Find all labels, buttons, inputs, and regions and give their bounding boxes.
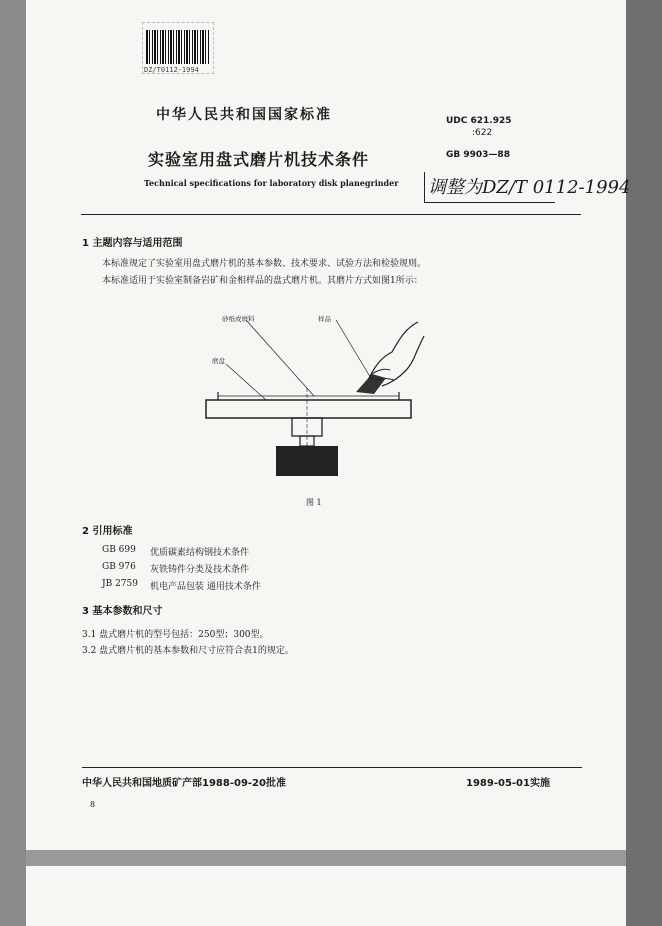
gb-number: GB 9903—88	[446, 150, 510, 160]
reference-title: 灰铁铸件分类及技术条件	[150, 565, 250, 575]
leader-abrasive	[246, 320, 314, 396]
revision-stamp-text: 调整为DZ/T 0112-1994	[428, 177, 631, 198]
leader-disk	[226, 364, 266, 400]
figure-label-abrasive: 砂纸或磨料	[222, 315, 255, 323]
reference-title: 优质碳素结构钢技术条件	[150, 548, 250, 558]
viewer-right-margin	[626, 0, 662, 926]
grinding-disk	[206, 400, 411, 418]
figure-1-diagram	[196, 308, 426, 488]
section-3-item-2: 3.2 盘式磨片机的基本参数和尺寸应符合表1的规定。	[82, 646, 294, 656]
viewer-left-margin	[0, 0, 26, 926]
barcode-image	[146, 30, 210, 64]
page-gap	[26, 850, 626, 866]
document-title: 实验室用盘式磨片机技术条件	[148, 150, 370, 169]
effective-date: 1989-05-01实施	[466, 778, 550, 789]
leader-sample	[336, 320, 372, 380]
sample	[356, 374, 386, 394]
hand-outline	[368, 322, 418, 380]
footer-divider	[82, 767, 582, 768]
figure-label-disk: 磨盘	[212, 357, 225, 365]
next-page	[26, 866, 626, 926]
motor-base	[276, 446, 338, 476]
section-1-heading: 1 主题内容与适用范围	[82, 238, 183, 249]
header-divider	[81, 214, 581, 215]
reference-code: GB 699	[102, 545, 136, 555]
document-title-english: Technical specifications for laboratory disk planegrinder	[144, 178, 399, 188]
reference-code: JB 2759	[102, 579, 138, 589]
section-2-heading: 2 引用标准	[82, 526, 133, 537]
document-code: DZ/T0112-1994	[144, 66, 199, 74]
section-3-item-1: 3.1 盘式磨片机的型号包括：250型；300型。	[82, 630, 269, 640]
section-3-heading: 3 基本参数和尺寸	[82, 606, 163, 617]
page-number: 8	[90, 800, 96, 809]
section-1-paragraph-1: 本标准规定了实验室用盘式磨片机的基本参数、技术要求、试验方法和检验规则。	[102, 259, 427, 269]
figure-caption: 图 1	[306, 498, 322, 507]
figure-label-sample: 样品	[318, 315, 331, 323]
document-page	[26, 0, 631, 850]
udc-number-continued: :622	[472, 128, 493, 138]
reference-code: GB 976	[102, 562, 136, 572]
approval-line: 中华人民共和国地质矿产部1988-09-20批准	[82, 778, 286, 789]
national-standard-heading: 中华人民共和国国家标准	[156, 107, 332, 123]
section-1-paragraph-2: 本标准适用于实验室制备岩矿和金相样品的盘式磨片机。其磨片方式如图1所示：	[102, 276, 423, 286]
udc-number: UDC 621.925	[446, 116, 512, 126]
reference-title: 机电产品包装 通用技术条件	[150, 582, 261, 592]
